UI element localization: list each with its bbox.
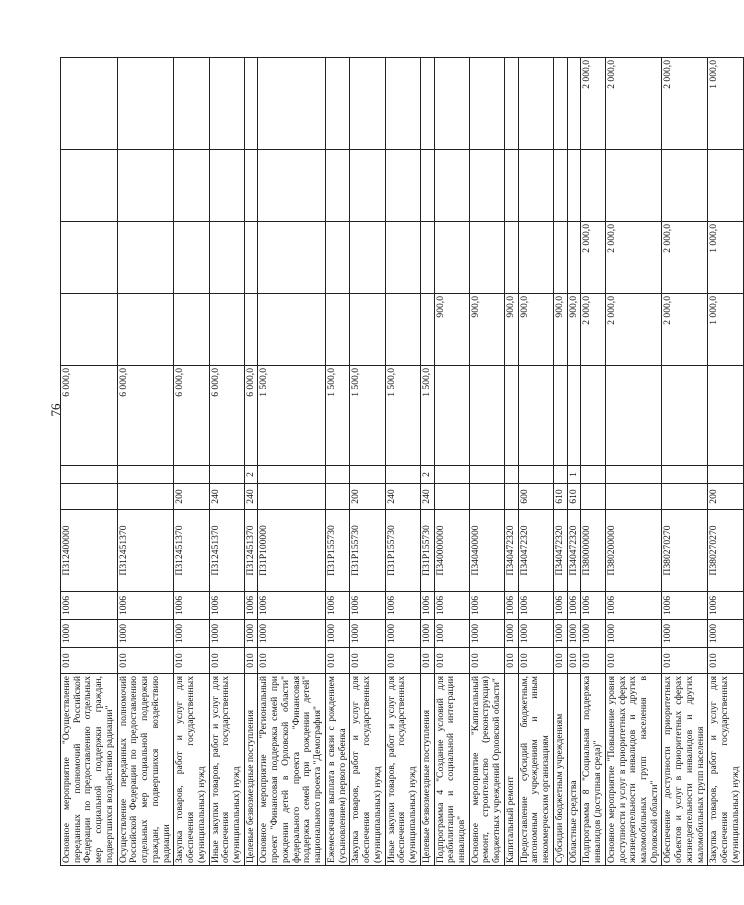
cell-a: 010: [350, 648, 385, 674]
cell-h: 900,0: [434, 294, 469, 366]
table-row: [61, 58, 118, 866]
cell-i: [350, 222, 385, 294]
cell-h: 2 000,0: [605, 294, 662, 366]
cell-code: П31Р155730: [350, 510, 385, 592]
table-row: [244, 58, 258, 866]
cell-h: 2 000,0: [581, 294, 605, 366]
cell-b: 1000: [434, 620, 469, 648]
cell-k: [174, 58, 209, 150]
cell-g: 6 000,0: [117, 366, 174, 466]
cell-f: [581, 466, 605, 484]
cell-h: [117, 294, 174, 366]
table-row: [469, 58, 504, 866]
cell-j: [518, 150, 553, 222]
table-row: [209, 58, 244, 866]
cell-i: [420, 222, 434, 294]
cell-a: 010: [325, 648, 349, 674]
cell-code: П31Р100000: [258, 510, 325, 592]
cell-c: 1006: [469, 592, 504, 620]
table-row: [567, 58, 581, 866]
cell-j: [504, 150, 518, 222]
cell-e: [662, 484, 708, 510]
cell-h: [209, 294, 244, 366]
cell-e: 240: [385, 484, 420, 510]
cell-b: 1000: [708, 620, 743, 648]
cell-c: 1006: [385, 592, 420, 620]
cell-g: [708, 366, 743, 466]
cell-g: [567, 366, 581, 466]
cell-i: [325, 222, 349, 294]
cell-name: Основное мероприятие "Повышение уровня доступности и услуг в приоритетных сферах жизнедеятельности инвалидов и других маломобильных групп населения в Орловской области": [605, 674, 662, 866]
cell-code: П340000000: [434, 510, 469, 592]
cell-g: [434, 366, 469, 466]
cell-g: [605, 366, 662, 466]
cell-i: [469, 222, 504, 294]
cell-name: Субсидии бюджетным учреждениям: [553, 674, 567, 866]
table-row: [581, 58, 605, 866]
table-body: [61, 58, 744, 866]
cell-name: Областные средства: [567, 674, 581, 866]
cell-g: [553, 366, 567, 466]
cell-name: Закупка товаров, работ и услуг для обеспечения государственных (муниципальных) нужд: [708, 674, 743, 866]
cell-e: 200: [350, 484, 385, 510]
cell-g: 1 500,0: [258, 366, 325, 466]
cell-k: [553, 58, 567, 150]
cell-name: Обеспечение доступности приоритетных объектов и услуг в приоритетных сферах жизнедеятельности инвалидов и других маломобильных групп населения: [662, 674, 708, 866]
cell-k: 1 000,0: [708, 58, 743, 150]
cell-e: [117, 484, 174, 510]
cell-h: 900,0: [469, 294, 504, 366]
cell-g: 1 500,0: [350, 366, 385, 466]
cell-f: 2: [244, 466, 258, 484]
cell-j: [174, 150, 209, 222]
cell-k: [420, 58, 434, 150]
cell-code: П380270270: [662, 510, 708, 592]
cell-name: Закупка товаров, работ и услуг для обеспечения государственных (муниципальных) нужд: [174, 674, 209, 866]
cell-g: 6 000,0: [61, 366, 118, 466]
cell-c: 1006: [209, 592, 244, 620]
cell-h: [325, 294, 349, 366]
cell-k: [504, 58, 518, 150]
cell-j: [567, 150, 581, 222]
cell-c: 1006: [567, 592, 581, 620]
cell-code: П380000000: [581, 510, 605, 592]
cell-i: [258, 222, 325, 294]
cell-i: [117, 222, 174, 294]
cell-b: 1000: [385, 620, 420, 648]
cell-b: 1000: [117, 620, 174, 648]
cell-name: Целевые безвозмездные поступления: [244, 674, 258, 866]
cell-code: П31Р155730: [385, 510, 420, 592]
cell-name: Основное мероприятие "Региональный проект "Финансовая поддержка семей при рождении детей в Орловской области" федерального проекта "Финансовая поддержка семей при рождении детей" национального проекта "Демография": [258, 674, 325, 866]
cell-name: Иные закупки товаров, работ и услуг для обеспечения государственных (муниципальных) нужд: [385, 674, 420, 866]
cell-c: 1006: [553, 592, 567, 620]
cell-i: 2 000,0: [605, 222, 662, 294]
cell-j: [117, 150, 174, 222]
cell-i: [209, 222, 244, 294]
cell-b: 1000: [553, 620, 567, 648]
cell-h: [244, 294, 258, 366]
cell-g: [504, 366, 518, 466]
cell-a: 010: [61, 648, 118, 674]
cell-c: 1006: [420, 592, 434, 620]
cell-f: [708, 466, 743, 484]
cell-name: Подпрограмма 8 "Социальная поддержка инвалидов (доступная среда)": [581, 674, 605, 866]
cell-f: [174, 466, 209, 484]
cell-b: 1000: [662, 620, 708, 648]
cell-h: 900,0: [567, 294, 581, 366]
cell-k: [434, 58, 469, 150]
cell-code: П312451370: [209, 510, 244, 592]
cell-name: Основное мероприятие "Осуществление переданных полномочий Российской Федерации по предоставлению отдельных мер социальной поддержки граждан, подвергшихся воздействию радиации": [61, 674, 118, 866]
cell-i: 2 000,0: [581, 222, 605, 294]
cell-c: 1006: [258, 592, 325, 620]
cell-name: Предоставление субсидий бюджетным, автономным учреждениям и иным некоммерческим организациям: [518, 674, 553, 866]
cell-a: 010: [553, 648, 567, 674]
cell-a: 010: [567, 648, 581, 674]
cell-i: [434, 222, 469, 294]
cell-b: 1000: [350, 620, 385, 648]
cell-code: П340472320: [567, 510, 581, 592]
cell-f: 1: [567, 466, 581, 484]
cell-h: 900,0: [553, 294, 567, 366]
cell-i: 1 000,0: [708, 222, 743, 294]
cell-code: П340400000: [469, 510, 504, 592]
cell-k: [209, 58, 244, 150]
cell-c: 1006: [434, 592, 469, 620]
table-row: [174, 58, 209, 866]
cell-f: [553, 466, 567, 484]
cell-code: П31Р155730: [420, 510, 434, 592]
cell-i: [244, 222, 258, 294]
cell-f: [605, 466, 662, 484]
cell-b: 1000: [469, 620, 504, 648]
cell-k: 2 000,0: [662, 58, 708, 150]
cell-i: [553, 222, 567, 294]
cell-a: 010: [662, 648, 708, 674]
cell-k: [385, 58, 420, 150]
cell-b: 1000: [244, 620, 258, 648]
cell-a: 010: [385, 648, 420, 674]
cell-c: 1006: [708, 592, 743, 620]
cell-j: [209, 150, 244, 222]
cell-c: 1006: [350, 592, 385, 620]
rotated-page: [60, 58, 741, 866]
cell-j: [325, 150, 349, 222]
cell-h: [350, 294, 385, 366]
cell-i: 2 000,0: [662, 222, 708, 294]
cell-e: 240: [244, 484, 258, 510]
table-row: [434, 58, 469, 866]
budget-table: [60, 57, 744, 866]
cell-c: 1006: [504, 592, 518, 620]
cell-j: [61, 150, 118, 222]
cell-a: 010: [420, 648, 434, 674]
cell-c: 1006: [662, 592, 708, 620]
cell-k: [244, 58, 258, 150]
cell-f: [469, 466, 504, 484]
table-row: [708, 58, 743, 866]
cell-g: [518, 366, 553, 466]
cell-name: Подпрограмма 4 "Создание условий для реабилитации и социальной интеграции инвалидов": [434, 674, 469, 866]
cell-b: 1000: [504, 620, 518, 648]
cell-f: [350, 466, 385, 484]
cell-h: [61, 294, 118, 366]
cell-e: [434, 484, 469, 510]
cell-f: [662, 466, 708, 484]
table-row: [420, 58, 434, 866]
cell-f: [434, 466, 469, 484]
cell-b: 1000: [581, 620, 605, 648]
cell-f: [61, 466, 118, 484]
cell-h: [258, 294, 325, 366]
cell-c: 1006: [605, 592, 662, 620]
cell-e: 200: [708, 484, 743, 510]
cell-a: 010: [434, 648, 469, 674]
cell-j: [244, 150, 258, 222]
cell-k: 2 000,0: [581, 58, 605, 150]
cell-k: [567, 58, 581, 150]
cell-code: П340472320: [504, 510, 518, 592]
cell-name: Основное мероприятие "Капитальный ремонт, строительство (реконструкция) бюджетных учреждений Орловской области": [469, 674, 504, 866]
table-row: [504, 58, 518, 866]
page-number: 76: [48, 403, 63, 417]
cell-name: Закупка товаров, работ и услуг для обеспечения государственных (муниципальных) нужд: [350, 674, 385, 866]
cell-g: [581, 366, 605, 466]
cell-f: [504, 466, 518, 484]
cell-i: [385, 222, 420, 294]
cell-f: [518, 466, 553, 484]
cell-i: [174, 222, 209, 294]
cell-code: П312400000: [61, 510, 118, 592]
cell-e: [469, 484, 504, 510]
cell-g: 1 500,0: [325, 366, 349, 466]
cell-name: Осуществление переданных полномочий Российской Федерации по предоставлению отдельных мер социальной поддержки граждан, подвергшихся воздействию радиации: [117, 674, 174, 866]
cell-a: 010: [581, 648, 605, 674]
cell-e: [605, 484, 662, 510]
table-row: [553, 58, 567, 866]
cell-e: [325, 484, 349, 510]
cell-e: 240: [420, 484, 434, 510]
cell-b: 1000: [567, 620, 581, 648]
cell-code: П340472320: [518, 510, 553, 592]
cell-c: 1006: [174, 592, 209, 620]
cell-b: 1000: [420, 620, 434, 648]
cell-name: Ежемесячная выплата в связи с рождением (усыновлением) первого ребенка: [325, 674, 349, 866]
cell-code: П31Р155730: [325, 510, 349, 592]
cell-k: [518, 58, 553, 150]
cell-e: 610: [553, 484, 567, 510]
cell-name: Иные закупки товаров, работ и услуг для обеспечения государственных (муниципальных) нужд: [209, 674, 244, 866]
cell-b: 1000: [605, 620, 662, 648]
cell-e: 600: [518, 484, 553, 510]
cell-a: 010: [504, 648, 518, 674]
cell-g: 6 000,0: [209, 366, 244, 466]
cell-b: 1000: [61, 620, 118, 648]
cell-a: 010: [469, 648, 504, 674]
cell-k: [350, 58, 385, 150]
cell-a: 010: [518, 648, 553, 674]
cell-b: 1000: [518, 620, 553, 648]
cell-i: [504, 222, 518, 294]
cell-f: [385, 466, 420, 484]
cell-g: [469, 366, 504, 466]
cell-j: [605, 150, 662, 222]
cell-c: 1006: [518, 592, 553, 620]
cell-c: 1006: [244, 592, 258, 620]
table-row: [605, 58, 662, 866]
cell-g: 6 000,0: [244, 366, 258, 466]
cell-f: [117, 466, 174, 484]
cell-e: [504, 484, 518, 510]
cell-h: 1 000,0: [708, 294, 743, 366]
cell-b: 1000: [209, 620, 244, 648]
cell-name: Целевые безвозмездные поступления: [420, 674, 434, 866]
cell-f: [325, 466, 349, 484]
cell-k: [258, 58, 325, 150]
cell-a: 010: [258, 648, 325, 674]
cell-a: 010: [708, 648, 743, 674]
cell-h: [174, 294, 209, 366]
cell-e: [581, 484, 605, 510]
table-row: [325, 58, 349, 866]
cell-e: 610: [567, 484, 581, 510]
cell-k: [61, 58, 118, 150]
cell-a: 010: [605, 648, 662, 674]
cell-b: 1000: [258, 620, 325, 648]
cell-f: [258, 466, 325, 484]
cell-code: П312451370: [174, 510, 209, 592]
cell-k: [469, 58, 504, 150]
cell-c: 1006: [61, 592, 118, 620]
cell-a: 010: [174, 648, 209, 674]
cell-b: 1000: [325, 620, 349, 648]
cell-j: [581, 150, 605, 222]
table-row: [518, 58, 553, 866]
cell-h: 900,0: [518, 294, 553, 366]
cell-a: 010: [117, 648, 174, 674]
cell-j: [553, 150, 567, 222]
cell-code: П312451370: [244, 510, 258, 592]
cell-j: [420, 150, 434, 222]
cell-g: 1 500,0: [420, 366, 434, 466]
cell-g: [662, 366, 708, 466]
table-row: [258, 58, 325, 866]
cell-k: 2 000,0: [605, 58, 662, 150]
cell-h: [420, 294, 434, 366]
cell-k: [117, 58, 174, 150]
cell-i: [567, 222, 581, 294]
cell-h: 2 000,0: [662, 294, 708, 366]
cell-j: [434, 150, 469, 222]
cell-e: 200: [174, 484, 209, 510]
cell-a: 010: [244, 648, 258, 674]
cell-h: [385, 294, 420, 366]
cell-g: 1 500,0: [385, 366, 420, 466]
cell-name: Капитальный ремонт: [504, 674, 518, 866]
table-row: [350, 58, 385, 866]
cell-j: [708, 150, 743, 222]
cell-c: 1006: [581, 592, 605, 620]
table-row: [385, 58, 420, 866]
cell-code: П312451370: [117, 510, 174, 592]
cell-e: [258, 484, 325, 510]
cell-b: 1000: [174, 620, 209, 648]
cell-k: [325, 58, 349, 150]
cell-i: [518, 222, 553, 294]
cell-f: 2: [420, 466, 434, 484]
cell-code: П380200000: [605, 510, 662, 592]
cell-a: 010: [209, 648, 244, 674]
cell-f: [209, 466, 244, 484]
cell-j: [258, 150, 325, 222]
cell-j: [385, 150, 420, 222]
table-row: [117, 58, 174, 866]
cell-e: 240: [209, 484, 244, 510]
cell-c: 1006: [325, 592, 349, 620]
cell-j: [662, 150, 708, 222]
cell-code: П380270270: [708, 510, 743, 592]
cell-e: [61, 484, 118, 510]
cell-h: 900,0: [504, 294, 518, 366]
cell-code: П340472320: [553, 510, 567, 592]
cell-c: 1006: [117, 592, 174, 620]
cell-g: 6 000,0: [174, 366, 209, 466]
table-row: [662, 58, 708, 866]
cell-i: [61, 222, 118, 294]
cell-j: [350, 150, 385, 222]
cell-j: [469, 150, 504, 222]
